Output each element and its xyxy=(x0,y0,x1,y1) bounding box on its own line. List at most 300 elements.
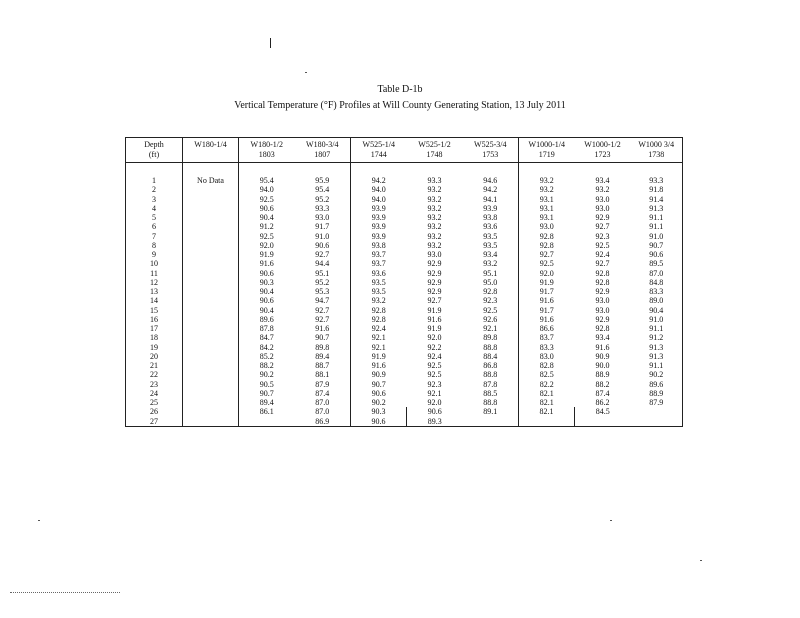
no-data-cell xyxy=(183,389,239,398)
temperature-cell: 90.4 xyxy=(631,306,683,315)
temperature-cell: 90.9 xyxy=(595,351,610,361)
no-data-cell xyxy=(183,241,239,250)
temperature-cell: 91.1 xyxy=(631,361,683,370)
no-data-cell xyxy=(183,315,239,324)
column-subtitle: (ft) xyxy=(148,150,160,159)
temperature-cell: 84.5 xyxy=(575,407,631,416)
column-subtitle: 1723 xyxy=(594,150,611,159)
table-row xyxy=(126,389,683,398)
spacer-cell xyxy=(351,163,407,177)
temperature-cell: 93.2 xyxy=(371,296,386,306)
no-data-cell xyxy=(183,269,239,278)
temperature-cell: 94.2 xyxy=(371,176,386,185)
temperature-cell: 90.0 xyxy=(595,361,610,370)
temperature-cell: 88.2 xyxy=(259,361,274,370)
column-header xyxy=(631,138,683,163)
temperature-cell: 86.1 xyxy=(239,407,295,416)
column-name: W525-1/4 xyxy=(362,140,395,149)
table-row xyxy=(126,222,683,231)
table-row xyxy=(126,398,683,407)
temperature-cell: 94.7 xyxy=(295,296,351,305)
temperature-cell: 91.6 xyxy=(539,314,554,324)
column-header xyxy=(519,138,575,163)
temperature-cell: 90.7 xyxy=(631,241,683,250)
table-row xyxy=(126,370,683,379)
temperature-cell: 92.0 xyxy=(539,268,554,278)
temperature-cell: 88.4 xyxy=(463,352,519,361)
temperature-cell: 91.1 xyxy=(631,213,683,222)
temperature-cell: 93.2 xyxy=(463,259,519,268)
temperature-cell xyxy=(519,417,575,427)
temperature-cell: 88.5 xyxy=(463,389,519,398)
scan-footer-mark xyxy=(10,592,120,594)
temperature-cell: 93.3 xyxy=(295,204,351,213)
temperature-cell: 93.8 xyxy=(371,240,386,250)
temperature-cell: 92.9 xyxy=(427,268,442,278)
column-name: W1000 3/4 xyxy=(638,140,675,149)
temperature-cell: 95.4 xyxy=(295,185,351,194)
temperature-cell: 95.1 xyxy=(463,269,519,278)
temperature-cell: 93.9 xyxy=(371,203,386,213)
temperature-cell: 91.3 xyxy=(631,204,683,213)
temperature-cell: 91.0 xyxy=(631,315,683,324)
temperature-cell: 92.5 xyxy=(259,194,274,204)
no-data-cell xyxy=(183,398,239,407)
table-row xyxy=(126,315,683,324)
temperature-cell: 90.5 xyxy=(259,379,274,389)
no-data-cell xyxy=(183,324,239,333)
temperature-cell: 91.9 xyxy=(371,351,386,361)
temperature-cell: 89.4 xyxy=(295,352,351,361)
table-row xyxy=(126,417,683,427)
temperature-cell: 93.2 xyxy=(595,185,610,195)
temperature-cell: 93.2 xyxy=(427,240,442,250)
temperature-cell: 92.5 xyxy=(427,370,442,380)
temperature-cell xyxy=(575,417,631,427)
depth-cell: 2 xyxy=(126,185,183,194)
spacer-row xyxy=(126,163,683,177)
temperature-cell: 87.0 xyxy=(295,407,351,416)
temperature-cell: 92.8 xyxy=(371,314,386,324)
temperature-cell: 91.2 xyxy=(631,333,683,342)
temperature-cell: 93.2 xyxy=(427,194,442,204)
temperature-cell: 92.9 xyxy=(595,287,610,296)
no-data-cell xyxy=(183,259,239,268)
temperature-cell: 88.9 xyxy=(631,389,683,398)
no-data-cell xyxy=(183,195,239,204)
table-row xyxy=(126,407,683,416)
scan-speck xyxy=(610,520,612,521)
temperature-cell: 94.4 xyxy=(295,259,351,268)
temperature-cell: 90.4 xyxy=(259,305,274,315)
spacer-cell xyxy=(239,163,295,177)
temperature-cell: 87.4 xyxy=(595,388,610,398)
temperature-cell: 93.7 xyxy=(371,250,386,259)
table-row xyxy=(126,185,683,194)
temperature-cell: 92.9 xyxy=(595,213,610,222)
depth-cell: 27 xyxy=(126,417,183,427)
spacer-cell xyxy=(463,163,519,177)
temperature-cell: 87.9 xyxy=(631,398,683,407)
temperature-cell: 93.0 xyxy=(595,194,610,204)
column-header xyxy=(295,138,351,163)
temperature-cell: 90.6 xyxy=(631,250,683,259)
table-row xyxy=(126,343,683,352)
temperature-cell: 90.4 xyxy=(259,213,274,222)
column-header xyxy=(575,138,631,163)
depth-cell: 26 xyxy=(126,407,183,416)
depth-cell: 25 xyxy=(126,398,183,407)
temperature-cell: 92.9 xyxy=(427,287,442,296)
depth-cell: 14 xyxy=(126,296,183,305)
temperature-cell: 93.2 xyxy=(539,176,554,185)
spacer-cell xyxy=(519,163,575,177)
temperature-cell: 92.8 xyxy=(463,287,519,296)
temperature-cell: 90.6 xyxy=(259,268,274,278)
spacer-cell xyxy=(126,163,183,177)
no-data-cell xyxy=(183,361,239,370)
temperature-cell: 91.0 xyxy=(295,232,351,241)
temperature-cell: 90.2 xyxy=(371,398,386,407)
temperature-cell: 86.6 xyxy=(539,324,554,333)
temperature-cell: 83.7 xyxy=(539,333,554,343)
temperature-cell: 91.8 xyxy=(631,185,683,194)
depth-cell: 20 xyxy=(126,352,183,361)
temperature-cell: 93.3 xyxy=(427,176,442,185)
temperature-cell: 90.2 xyxy=(631,370,683,379)
temperature-cell: 92.4 xyxy=(371,324,386,333)
table-row xyxy=(126,195,683,204)
temperature-cell: 90.4 xyxy=(259,287,274,296)
depth-cell: 5 xyxy=(126,213,183,222)
temperature-cell: 88.8 xyxy=(463,343,519,352)
depth-cell: 8 xyxy=(126,241,183,250)
spacer-cell xyxy=(295,163,351,177)
temperature-cell: 83.0 xyxy=(539,351,554,361)
temperature-cell: 89.1 xyxy=(463,407,519,416)
no-data-cell xyxy=(183,407,239,416)
temperature-table xyxy=(125,137,683,427)
depth-cell: 24 xyxy=(126,389,183,398)
temperature-cell: 92.1 xyxy=(427,388,442,398)
no-data-cell xyxy=(183,380,239,389)
temperature-cell: 92.3 xyxy=(595,231,610,241)
temperature-cell: 87.8 xyxy=(463,380,519,389)
temperature-cell: 90.3 xyxy=(351,407,407,416)
temperature-cell: 91.3 xyxy=(631,352,683,361)
depth-cell: 12 xyxy=(126,278,183,287)
spacer-cell xyxy=(407,163,463,177)
temperature-cell: 86.8 xyxy=(463,361,519,370)
temperature-cell xyxy=(463,417,519,427)
temperature-cell: 93.1 xyxy=(539,194,554,204)
temperature-cell: 93.2 xyxy=(427,231,442,241)
table-row xyxy=(126,259,683,268)
temperature-cell: 92.6 xyxy=(463,315,519,324)
temperature-cell: 83.3 xyxy=(539,342,554,352)
temperature-cell: 89.8 xyxy=(295,343,351,352)
table-row xyxy=(126,296,683,305)
temperature-cell xyxy=(631,417,683,427)
temperature-cell: 91.9 xyxy=(427,324,442,333)
temperature-cell: 91.6 xyxy=(427,314,442,324)
table-number: Table D-1b xyxy=(377,84,423,95)
temperature-cell: 92.8 xyxy=(595,268,610,278)
table-row xyxy=(126,333,683,342)
temperature-cell: 92.5 xyxy=(595,240,610,250)
no-data-cell xyxy=(183,417,239,427)
temperature-cell: 90.2 xyxy=(259,370,274,380)
temperature-cell: 90.7 xyxy=(295,333,351,342)
no-data-cell xyxy=(183,213,239,222)
temperature-cell: 91.9 xyxy=(259,250,274,259)
column-subtitle: 1753 xyxy=(482,150,499,159)
temperature-cell: 94.1 xyxy=(463,195,519,204)
temperature-cell: 91.6 xyxy=(259,259,274,269)
temperature-cell: 94.0 xyxy=(371,185,386,195)
table-row xyxy=(126,380,683,389)
temperature-cell: 93.9 xyxy=(371,222,386,232)
temperature-cell: 88.2 xyxy=(595,379,610,389)
table-row xyxy=(126,352,683,361)
temperature-cell: 89.6 xyxy=(631,380,683,389)
temperature-cell: 95.4 xyxy=(259,176,274,185)
column-subtitle: 1719 xyxy=(538,150,555,159)
temperature-cell: 93.2 xyxy=(427,222,442,232)
depth-cell: 23 xyxy=(126,380,183,389)
depth-cell: 16 xyxy=(126,315,183,324)
table-row xyxy=(126,232,683,241)
temperature-cell: 82.5 xyxy=(539,370,554,380)
temperature-cell: 82.1 xyxy=(519,407,575,416)
temperature-cell xyxy=(631,407,683,416)
spacer-cell xyxy=(575,163,631,177)
temperature-cell: 88.1 xyxy=(295,370,351,379)
temperature-cell: 93.1 xyxy=(539,203,554,213)
temperature-cell: 87.9 xyxy=(295,380,351,389)
temperature-cell: 91.7 xyxy=(539,305,554,315)
scan-speck xyxy=(38,520,40,521)
temperature-cell: 92.8 xyxy=(539,240,554,250)
temperature-cell: 92.8 xyxy=(595,324,610,333)
temperature-cell: 93.8 xyxy=(463,213,519,222)
temperature-cell: 92.5 xyxy=(463,306,519,315)
temperature-cell: 87.8 xyxy=(259,324,274,333)
table-row xyxy=(126,278,683,287)
column-name: W525-3/4 xyxy=(474,140,507,149)
temperature-cell: 92.5 xyxy=(539,259,554,269)
spacer-cell xyxy=(183,163,239,177)
temperature-cell: 92.5 xyxy=(259,231,274,241)
temperature-cell: 93.5 xyxy=(463,241,519,250)
temperature-cell: 95.9 xyxy=(295,176,351,185)
temperature-cell: 90.6 xyxy=(351,417,407,427)
temperature-cell: 82.2 xyxy=(539,379,554,389)
column-name: W180-1/2 xyxy=(250,140,283,149)
depth-cell: 7 xyxy=(126,232,183,241)
no-data-cell xyxy=(183,287,239,296)
temperature-cell: 84.8 xyxy=(631,278,683,287)
no-data-cell xyxy=(183,306,239,315)
temperature-cell: 92.9 xyxy=(427,259,442,269)
temperature-cell: 93.7 xyxy=(371,259,386,269)
temperature-cell: 88.8 xyxy=(463,398,519,407)
temperature-cell: 82.1 xyxy=(539,398,554,407)
temperature-cell: 82.1 xyxy=(539,388,554,398)
temperature-cell: 92.7 xyxy=(595,259,610,269)
temperature-cell: 93.0 xyxy=(595,296,610,306)
temperature-cell: 83.3 xyxy=(631,287,683,296)
temperature-cell: 88.8 xyxy=(463,370,519,379)
temperature-cell: 90.3 xyxy=(259,277,274,287)
depth-cell: 3 xyxy=(126,195,183,204)
column-subtitle: 1744 xyxy=(370,150,387,159)
temperature-cell: 86.9 xyxy=(295,417,351,427)
column-header xyxy=(351,138,407,163)
table-row xyxy=(126,250,683,259)
temperature-cell: 90.7 xyxy=(371,379,386,389)
temperature-cell: 90.6 xyxy=(371,388,386,398)
temperature-cell: 85.2 xyxy=(259,351,274,361)
temperature-cell: 93.5 xyxy=(371,277,386,287)
temperature-cell: 86.2 xyxy=(595,398,610,407)
scan-speck xyxy=(700,560,702,561)
temperature-cell: 92.5 xyxy=(427,361,442,370)
temperature-cell: 91.9 xyxy=(539,277,554,287)
spacer-cell xyxy=(631,163,683,177)
temperature-cell: 87.4 xyxy=(295,389,351,398)
table-row xyxy=(126,269,683,278)
temperature-cell: 90.6 xyxy=(407,407,463,416)
no-data-cell xyxy=(183,278,239,287)
temperature-cell: 90.6 xyxy=(295,241,351,250)
depth-cell: 13 xyxy=(126,287,183,296)
temperature-cell: 91.3 xyxy=(631,343,683,352)
no-data-cell: No Data xyxy=(183,176,239,185)
no-data-cell xyxy=(183,370,239,379)
no-data-cell xyxy=(183,333,239,342)
temperature-cell: 93.0 xyxy=(595,305,610,315)
temperature-cell: 91.1 xyxy=(631,222,683,231)
temperature-cell: 91.6 xyxy=(539,296,554,306)
temperature-cell: 91.6 xyxy=(595,342,610,352)
table-row xyxy=(126,176,683,185)
no-data-cell xyxy=(183,204,239,213)
column-name: W525-1/2 xyxy=(418,140,451,149)
temperature-cell: 93.4 xyxy=(595,176,610,185)
column-header xyxy=(126,138,183,163)
temperature-cell: 93.2 xyxy=(539,185,554,195)
temperature-cell: 92.1 xyxy=(371,333,386,343)
temperature-cell: 93.4 xyxy=(595,333,610,343)
temperature-cell: 93.0 xyxy=(427,250,442,259)
temperature-cell: 91.2 xyxy=(259,222,274,232)
temperature-cell: 90.7 xyxy=(259,388,274,398)
temperature-cell: 84.7 xyxy=(259,333,274,343)
no-data-cell xyxy=(183,296,239,305)
temperature-cell: 93.2 xyxy=(427,213,442,222)
temperature-cell: 94.0 xyxy=(259,185,274,195)
temperature-cell: 89.8 xyxy=(463,333,519,342)
no-data-cell xyxy=(183,232,239,241)
temperature-cell: 92.0 xyxy=(427,398,442,407)
temperature-cell: 92.4 xyxy=(595,250,610,259)
temperature-cell: 93.2 xyxy=(427,185,442,195)
temperature-cell: 89.3 xyxy=(407,417,463,427)
temperature-cell: 91.4 xyxy=(631,195,683,204)
depth-cell: 1 xyxy=(126,176,183,185)
temperature-cell: 92.3 xyxy=(463,296,519,305)
column-header xyxy=(463,138,519,163)
temperature-cell: 93.0 xyxy=(539,222,554,232)
temperature-cell: 87.0 xyxy=(295,398,351,407)
temperature-cell: 92.8 xyxy=(371,305,386,315)
table-caption xyxy=(0,84,800,112)
column-name: W180-1/4 xyxy=(194,140,227,149)
table-row xyxy=(126,361,683,370)
temperature-cell: 92.7 xyxy=(427,296,442,306)
temperature-cell: 93.9 xyxy=(371,213,386,222)
temperature-cell: 95.3 xyxy=(295,287,351,296)
temperature-cell: 92.0 xyxy=(427,333,442,343)
column-name: W180-3/4 xyxy=(306,140,339,149)
temperature-cell: 95.1 xyxy=(295,269,351,278)
temperature-cell: 93.0 xyxy=(295,213,351,222)
temperature-cell: 93.9 xyxy=(371,231,386,241)
temperature-cell: 92.3 xyxy=(427,379,442,389)
temperature-cell: 82.8 xyxy=(539,361,554,370)
temperature-cell: 93.3 xyxy=(631,176,683,185)
column-name: Depth xyxy=(144,140,164,149)
scan-speck xyxy=(305,72,307,73)
temperature-cell: 93.5 xyxy=(463,232,519,241)
table-row xyxy=(126,213,683,222)
column-header xyxy=(239,138,295,163)
table-row xyxy=(126,204,683,213)
temperature-cell: 93.6 xyxy=(371,268,386,278)
temperature-cell: 92.7 xyxy=(595,222,610,232)
no-data-cell xyxy=(183,352,239,361)
column-subtitle: 1748 xyxy=(426,150,443,159)
depth-cell: 6 xyxy=(126,222,183,231)
depth-cell: 11 xyxy=(126,269,183,278)
temperature-cell: 87.0 xyxy=(631,269,683,278)
temperature-cell: 94.0 xyxy=(371,194,386,204)
temperature-cell: 88.7 xyxy=(295,361,351,370)
header-row xyxy=(126,138,683,163)
temperature-cell: 91.1 xyxy=(631,324,683,333)
temperature-cell: 92.2 xyxy=(427,342,442,352)
depth-cell: 21 xyxy=(126,361,183,370)
temperature-cell: 92.9 xyxy=(595,314,610,324)
temperature-cell: 93.4 xyxy=(463,250,519,259)
temperature-cell: 92.7 xyxy=(539,250,554,259)
no-data-cell xyxy=(183,343,239,352)
temperature-cell: 93.9 xyxy=(463,204,519,213)
column-subtitle: 1803 xyxy=(258,150,275,159)
temperature-cell: 92.4 xyxy=(427,351,442,361)
depth-cell: 10 xyxy=(126,259,183,268)
temperature-cell: 91.6 xyxy=(371,361,386,370)
temperature-cell: 89.4 xyxy=(259,398,274,407)
no-data-cell xyxy=(183,185,239,194)
temperature-cell: 92.8 xyxy=(539,231,554,241)
column-subtitle: 1807 xyxy=(314,150,331,159)
depth-cell: 18 xyxy=(126,333,183,342)
no-data-cell xyxy=(183,250,239,259)
temperature-cell: 93.6 xyxy=(463,222,519,231)
temperature-cell: 94.6 xyxy=(463,176,519,185)
